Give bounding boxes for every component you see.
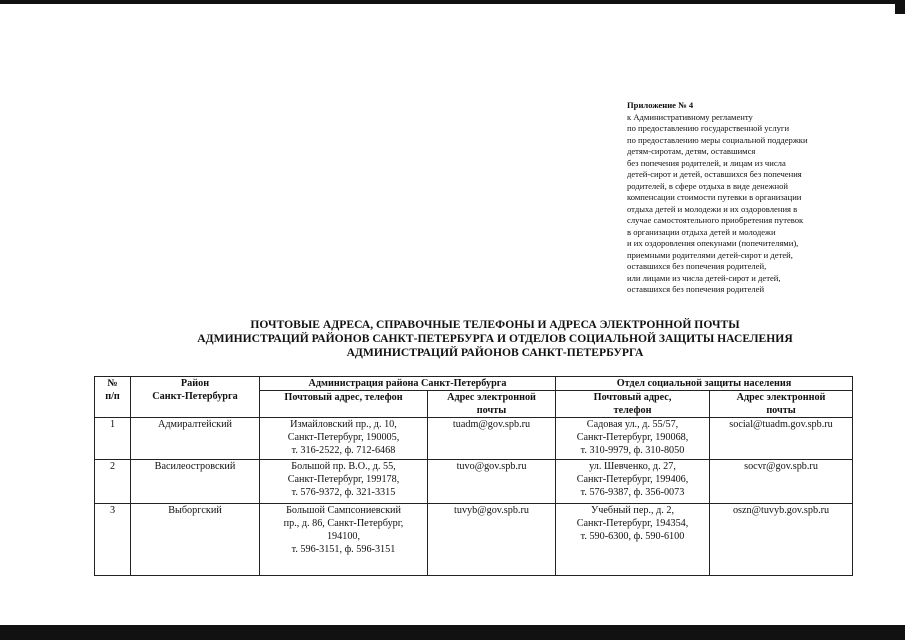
scan-border-bottom <box>0 625 905 640</box>
annex-title: Приложение № 4 <box>627 100 694 110</box>
annex-line: по предоставлению государственной услуги <box>627 123 790 133</box>
admin-address: Большой пр. В.О., д. 55, Санкт-Петербург, 199178, т. 576-9372, ф. 321-3315 <box>260 460 428 504</box>
annex-line: случае самостоятельного приобретения путевок <box>627 215 804 225</box>
row-number: 3 <box>95 504 131 576</box>
annex-line: компенсации стоимости путевки в организации <box>627 192 802 202</box>
row-number: 2 <box>95 460 131 504</box>
district-name: Василеостровский <box>131 460 260 504</box>
header-number: № п/п <box>95 377 131 418</box>
admin-address: Измайловский пр., д. 10, Санкт-Петербург, 190005, т. 316-2522, ф. 712-6468 <box>260 418 428 460</box>
social-email: oszn@tuvyb.gov.spb.ru <box>710 504 853 576</box>
social-address: ул. Шевченко, д. 27, Санкт-Петербург, 199406, т. 576-9387, ф. 356-0073 <box>556 460 710 504</box>
admin-email: tuvyb@gov.spb.ru <box>428 504 556 576</box>
annex-line: оставшихся без попечения родителей, <box>627 261 767 271</box>
annex-line: в организации отдыха детей и молодежи <box>627 226 776 237</box>
annex-line: родителей, в сфере отдыха в виде денежной <box>627 180 789 191</box>
social-email: socvr@gov.spb.ru <box>710 460 853 504</box>
annex-line: по предоставлению меры социальной поддержки <box>627 134 808 145</box>
table-row <box>95 504 853 576</box>
header-group-administration: Администрация района Санкт-Петербурга <box>260 377 556 391</box>
heading-line: АДМИНИСТРАЦИЙ РАЙОНОВ САНКТ-ПЕТЕРБУРГА <box>346 346 644 359</box>
district-name: Выборгский <box>131 504 260 576</box>
heading-line: ПОЧТОВЫЕ АДРЕСА, СПРАВОЧНЫЕ ТЕЛЕФОНЫ И АДРЕСА ЭЛЕКТРОННОЙ ПОЧТЫ <box>250 318 740 331</box>
admin-email: tuadm@gov.spb.ru <box>428 418 556 460</box>
social-address: Учебный пер., д. 2, Санкт-Петербург, 194354, т. 590-6300, ф. 590-6100 <box>556 504 710 576</box>
header-group-social-protection: Отдел социальной защиты населения <box>556 377 853 391</box>
header-admin-address: Почтовый адрес, телефон <box>260 391 428 418</box>
scan-mark-top-right <box>895 0 905 14</box>
header-admin-email: Адрес электронной почты <box>428 391 556 418</box>
admin-address: Большой Сампсониевский пр., д. 86, Санкт-Петербург, 194100, т. 596-3151, ф. 596-3151 <box>260 504 428 576</box>
scan-border-top <box>0 0 905 4</box>
row-number: 1 <box>95 418 131 460</box>
annex-line: детям-сиротам, детям, оставшимся <box>627 146 756 156</box>
social-address: Садовая ул., д. 55/57, Санкт-Петербург, 190068, т. 310-9979, ф. 310-8050 <box>556 418 710 460</box>
annex-line: к Административному регламенту <box>627 111 753 122</box>
annex-line: оставшихся без попечения родителей <box>627 284 765 294</box>
header-district: Район Санкт-Петербурга <box>131 377 260 418</box>
annex-line: детей-сирот и детей, оставшихся без попечения <box>627 169 802 179</box>
annex-line: приемными родителями детей-сирот и детей, <box>627 249 793 260</box>
table-row <box>95 418 853 460</box>
document-heading <box>150 318 840 360</box>
heading-line: АДМИНИСТРАЦИЙ РАЙОНОВ САНКТ-ПЕТЕРБУРГА И ОТДЕЛОВ СОЦИАЛЬНОЙ ЗАЩИТЫ НАСЕЛЕНИЯ <box>197 332 793 345</box>
annex-line: и их оздоровления опекунами (попечителями), <box>627 238 799 248</box>
admin-email: tuvo@gov.spb.ru <box>428 460 556 504</box>
address-table <box>94 376 853 576</box>
header-social-address: Почтовый адрес, телефон <box>556 391 710 418</box>
social-email: social@tuadm.gov.spb.ru <box>710 418 853 460</box>
annex-line: без попечения родителей, и лицам из числа <box>627 157 786 168</box>
annex-line: или лицами из числа детей-сирот и детей, <box>627 272 781 283</box>
annex-line: отдыха детей и молодежи и их оздоровления в <box>627 203 798 214</box>
header-social-email: Адрес электронной почты <box>710 391 853 418</box>
annex-note <box>627 100 897 296</box>
district-name: Адмиралтейский <box>131 418 260 460</box>
table-row <box>95 460 853 504</box>
